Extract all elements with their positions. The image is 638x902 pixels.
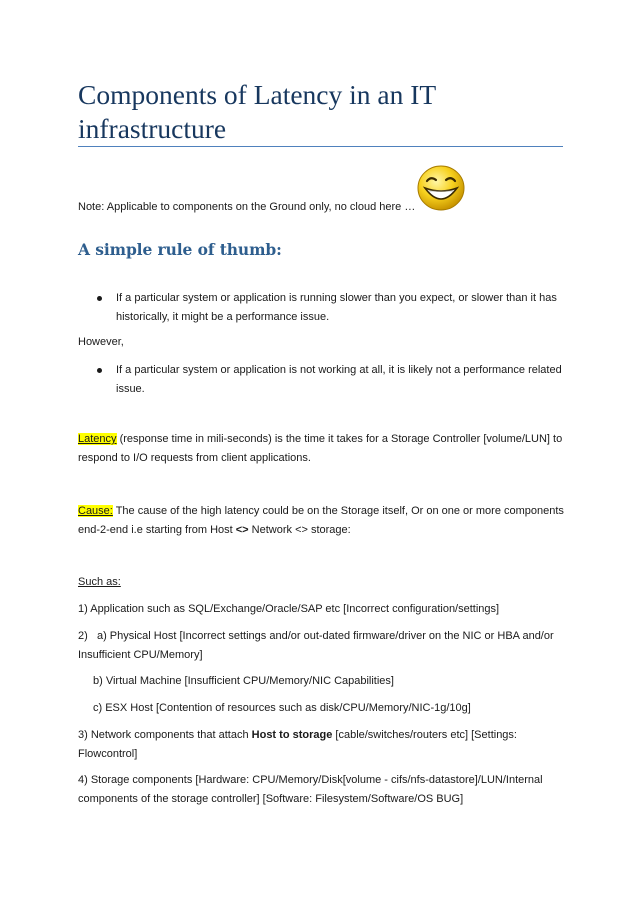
list-item-network — [78, 726, 568, 764]
bullet-marker — [97, 296, 102, 301]
title-underline — [78, 146, 563, 147]
latency-paragraph — [78, 430, 568, 468]
network-bold: Host to storage — [251, 729, 333, 741]
section-heading: A simple rule of thumb: — [78, 240, 282, 259]
cause-text-a: The cause of the high latency could be on the Storage itself, Or on one or more components end-2-end i.e starting from Host — [78, 505, 564, 536]
grinning-smiley-icon — [416, 164, 466, 212]
list-item-application: 1) Application such as SQL/Exchange/Oracle/SAP etc [Incorrect configuration/settings] — [78, 603, 500, 615]
cause-text-b: Network <> storage: — [248, 524, 351, 536]
note-text: Note: Applicable to components on the Ground only, no cloud here … — [78, 201, 416, 213]
such-as-label: Such as: — [78, 576, 121, 588]
list-item-physical-host: 2) a) Physical Host [Incorrect settings and/or out-dated firmware/driver on the NIC or HBA and/or Insufficient CPU/Memory] — [78, 630, 554, 661]
bullet-item-slow: If a particular system or application is running slower than you expect, or slower than it has historically, it might be a performance issue. — [116, 292, 557, 323]
network-text-a: 3) Network components that attach — [78, 729, 252, 741]
latency-term: Latency — [78, 433, 117, 445]
cause-bold-arrow: <> — [235, 524, 249, 536]
bullet-item-not-working: If a particular system or application is not working at all, it is likely not a performance related issue. — [116, 364, 562, 395]
cause-paragraph — [78, 502, 568, 540]
page-title: Components of Latency in an IT infrastructure — [78, 79, 436, 144]
list-item-esx-host: c) ESX Host [Contention of resources such as disk/CPU/Memory/NIC-1g/10g] — [93, 702, 471, 714]
cause-term: Cause: — [78, 505, 113, 517]
list-item-storage: 4) Storage components [Hardware: CPU/Memory/Disk[volume - cifs/nfs-datastore]/LUN/Internal components of the storage controller] [Software: Filesystem/Software/OS BUG] — [78, 774, 543, 805]
list-item-virtual-machine: b) Virtual Machine [Insufficient CPU/Memory/NIC Capabilities] — [93, 675, 394, 687]
network-text-b: [cable/switches/routers etc] [Settings: Flowcontrol] — [78, 729, 517, 760]
however-text: However, — [78, 336, 124, 348]
bullet-marker — [97, 368, 102, 373]
latency-definition: (response time in mili-seconds) is the time it takes for a Storage Controller [volume/LUN] to respond to I/O requests from client applications. — [78, 433, 563, 464]
